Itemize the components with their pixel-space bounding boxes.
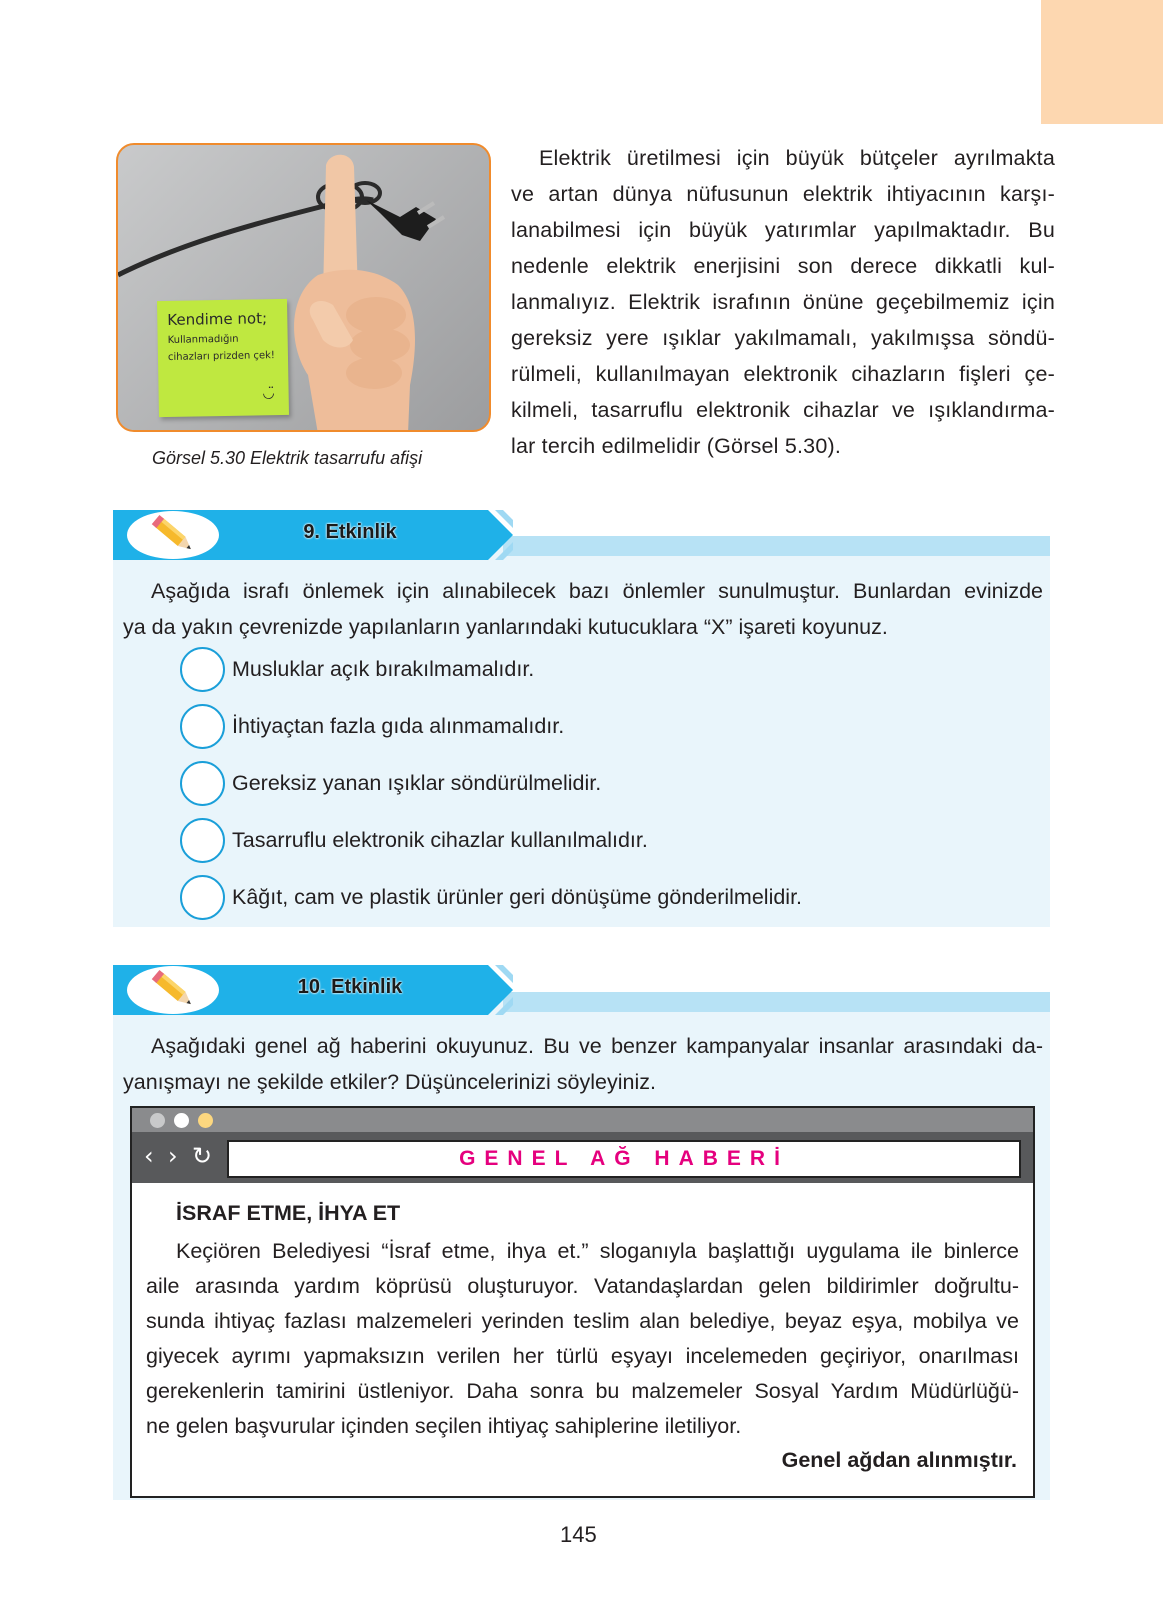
news-line: giyecek ayrımı yapmaksızın verilen her türlü eşyayı incelemeden geçiriyor, onarılması — [146, 1344, 1019, 1368]
news-line: ne gelen başvurular içinden seçilen ihtiyaç sahiplerine iletiliyor. — [146, 1414, 742, 1438]
back-arrow-icon[interactable]: ‹ — [144, 1142, 154, 1170]
checkbox-circle[interactable] — [180, 818, 225, 863]
window-dot-icon — [198, 1113, 213, 1128]
browser-toolbar — [132, 1132, 1033, 1183]
pencil-icon — [150, 512, 198, 558]
checkbox-circle[interactable] — [180, 647, 225, 692]
checklist-label: Musluklar açık bırakılmamalıdır. — [232, 656, 535, 681]
note-line-2: Kullanmadığın — [167, 333, 239, 346]
instruction-line: Aşağıdaki genel ağ haberini okuyunuz. Bu ve benzer kampanyalar insanlar arasındaki da- — [151, 1034, 1043, 1058]
intro-line: kilmeli, tasarruflu elektronik cihazlar ve ışıklandırma- — [511, 398, 1055, 422]
news-line: Keçiören Belediyesi “İsraf etme, ihya et.” sloganıyla başlattığı uygulama ile binlerce — [176, 1239, 1019, 1263]
intro-line: lanabilmesi için büyük yatırımlar yapılmaktadır. Bu — [511, 218, 1055, 242]
checklist-label: Kâğıt, cam ve plastik ürünler geri dönüşüme gönderilmelidir. — [232, 884, 803, 909]
address-bar[interactable]: GENEL AĞ HABERİ — [227, 1140, 1021, 1178]
window-dot-icon — [150, 1113, 165, 1128]
electricity-saving-poster-image — [116, 143, 491, 432]
intro-line: rülmeli, kullanılmayan elektronik cihazların fişleri çe- — [511, 362, 1055, 386]
browser-window — [130, 1106, 1035, 1498]
figure-caption: Görsel 5.30 Elektrik tasarrufu afişi — [152, 448, 423, 468]
activity-10-instructions — [123, 1028, 1043, 1100]
note-line-3: cihazları prizden çek! — [167, 350, 275, 363]
note-line-1: Kendime not; — [167, 309, 268, 329]
activity-9-instructions — [123, 573, 1043, 645]
news-line: gerekenlerin tamirini üstleniyor. Daha sonra bu malzemeler Sosyal Yardım Müdürlüğü- — [146, 1379, 1019, 1403]
news-source: Genel ağdan alınmıştır. — [781, 1448, 1017, 1472]
page-corner-tab — [1041, 0, 1163, 124]
forward-arrow-icon[interactable]: › — [168, 1142, 178, 1170]
activity-10-title: 10. Etkinlik — [297, 976, 403, 998]
pencil-icon — [150, 967, 198, 1013]
smiley-icon: ◡̈ — [262, 385, 275, 402]
intro-line: gereksiz yere ışıklar yakılmamalı, yakılmışsa söndü- — [511, 326, 1055, 350]
checklist-item[interactable] — [180, 874, 802, 920]
news-line: aile arasında yardım köprüsü oluşturuyor. Vatandaşlardan gelen bildirimler doğrultu- — [146, 1274, 1019, 1298]
page-number: 145 — [560, 1522, 597, 1547]
news-line: sunda ihtiyaç fazlası malzemeleri yerinden teslim alan belediye, beyaz eşya, mobilya ve — [146, 1309, 1019, 1333]
window-dot-icon — [174, 1113, 189, 1128]
checklist-label: Tasarruflu elektronik cihazlar kullanılmalıdır. — [232, 827, 648, 852]
reload-icon[interactable]: ↻ — [192, 1142, 213, 1170]
news-headline: İSRAF ETME, İHYA ET — [176, 1201, 401, 1225]
checklist-item[interactable] — [180, 817, 648, 863]
instruction-line: Aşağıda israfı önlemek için alınabilecek bazı önlemler sunulmuştur. Bunlardan evinizde — [151, 579, 1043, 603]
intro-paragraph — [511, 140, 1055, 464]
browser-title-bar — [132, 1108, 1033, 1132]
checklist-item[interactable] — [180, 703, 564, 749]
checklist-label: Gereksiz yanan ışıklar söndürülmelidir. — [232, 770, 602, 795]
intro-line: Elektrik üretilmesi için büyük bütçeler ayrılmakta — [539, 146, 1055, 170]
intro-line: ve artan dünya nüfusunun elektrik ihtiyacının karşı- — [511, 182, 1055, 206]
checklist-item[interactable] — [180, 760, 601, 806]
intro-line: lanmalıyız. Elektrik israfının önüne geçebilmemiz için — [511, 290, 1055, 314]
instruction-line: ya da yakın çevrenizde yapılanların yanlarındaki kutucuklara “X” işareti koyunuz. — [123, 615, 888, 639]
news-article-body — [146, 1234, 1019, 1444]
activity-10-band — [503, 992, 1050, 1012]
sticky-note — [157, 299, 289, 417]
intro-line: nedenle elektrik enerjisini son derece dikkatli kul- — [511, 254, 1055, 278]
checkbox-circle[interactable] — [180, 875, 225, 920]
instruction-line: yanışmayı ne şekilde etkiler? Düşüncelerinizi söyleyiniz. — [123, 1070, 656, 1094]
activity-9-band — [503, 536, 1050, 556]
activity-9-title: 9. Etkinlik — [303, 521, 397, 543]
intro-line: lar tercih edilmelidir (Görsel 5.30). — [511, 434, 842, 458]
checklist-label: İhtiyaçtan fazla gıda alınmamalıdır. — [232, 713, 565, 738]
checklist-item[interactable] — [180, 646, 534, 692]
checkbox-circle[interactable] — [180, 704, 225, 749]
checkbox-circle[interactable] — [180, 761, 225, 806]
